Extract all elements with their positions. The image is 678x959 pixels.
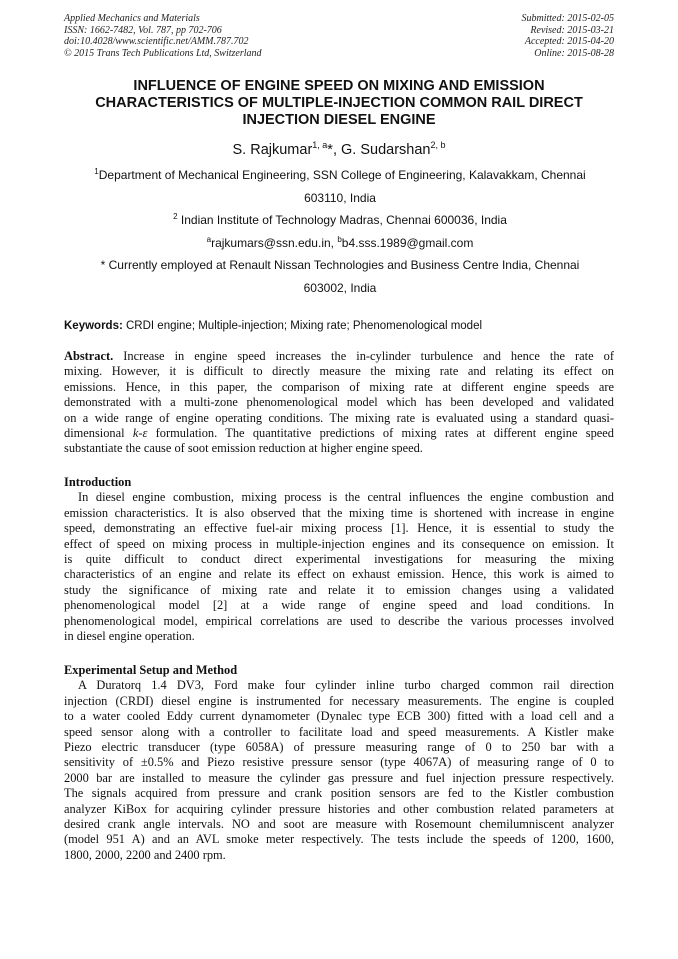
keywords-label: Keywords: [64, 320, 123, 332]
employment-note-line-2: 603002, India [303, 280, 377, 295]
paragraph-line: speed sensor along with a controller to facilitate load and speed measurements. A Kistler make [64, 724, 614, 739]
paragraph-line: is quite difficult to conduct direct experimental investigations for measuring the mixing [64, 551, 614, 566]
author-name: G. Sudarshan [341, 142, 431, 158]
paragraph-line: desired crank angle intervals. NO and soot are measure with Rosemount chemilumniscent analyzer [64, 816, 614, 831]
dates-header [522, 13, 615, 59]
title-line: CHARACTERISTICS OF MULTIPLE-INJECTION COMMON RAIL DIRECT [95, 95, 583, 111]
k-epsilon-term: k-ε [132, 425, 148, 440]
abstract-line [64, 349, 614, 364]
paragraph-line: in diesel engine operation. [64, 628, 195, 643]
author-superscript: 1, a [312, 140, 328, 151]
journal-copyright: © 2015 Trans Tech Publications Ltd, Switzerland [64, 47, 262, 59]
abstract-text: dimensional [64, 425, 133, 440]
section-heading-experimental: Experimental Setup and Method [64, 663, 238, 677]
paragraph-line: A Duratorq 1.4 DV3, Ford make four cylinder inline turbo charged common rail direction [78, 678, 614, 693]
paragraph-line: phenomenological model [2] at a wide range of engine speed and load conditions. In [64, 598, 614, 613]
email-a[interactable]: rajkumars@ssn.edu.in, [211, 235, 338, 250]
paragraph-line: In diesel engine combustion, mixing process is the central influences the engine combustion and [78, 490, 614, 505]
journal-issn: ISSN: 1662-7482, Vol. 787, pp 702-706 [64, 24, 222, 36]
paper-title [40, 78, 638, 129]
journal-doi[interactable]: doi:10.4028/www.scientific.net/AMM.787.702 [64, 36, 249, 47]
paragraph-line: sensitivity of ±0.5% and Piezo resistive pressure sensor (type 4067A) of measuring range of 0 to [64, 755, 614, 770]
introduction-section [64, 475, 614, 644]
paragraph-line: injection (CRDI) diesel engine is instrumented for necessary measurements. The engine is coupled [64, 693, 614, 708]
journal-header [64, 13, 262, 59]
paragraph-line: effect of speed on mixing process in multiple-injection engines and its consequence on emission. It [64, 536, 614, 551]
keywords [64, 319, 614, 333]
abstract-text: Increase in engine speed increases the in-cylinder turbulence and hence the rate of [113, 349, 614, 363]
abstract-line: demonstrated with a multi-zone phenomenological model which has been developed and validated [64, 395, 614, 410]
email-b[interactable]: b4.sss.1989@gmail.com [341, 235, 474, 250]
author-superscript: 2, b [430, 140, 446, 151]
section-heading-introduction: Introduction [64, 475, 132, 489]
paragraph-line: emission characteristics. It is also observed that the mixing time is shortened with increase in engine [64, 505, 614, 520]
paragraph-line: to a water cooled Eddy current dynamometer (Dynalec type ECB 300) fitted with a load cell and a [64, 709, 614, 724]
journal-name: Applied Mechanics and Materials [64, 13, 200, 24]
paragraph-line: The signals acquired from pressure and crank position sensors are fed to the Kistler combustion [64, 786, 614, 801]
email-superscript: a [206, 234, 212, 244]
author-name: S. Rajkumar [232, 142, 313, 158]
paragraph-line: analyzer KiBox for acquiring cylinder pressure histories and other combustion related parameters at [64, 801, 614, 816]
paragraph-line: study the significance of mixing rate and relate it to emission changes using a validated [64, 582, 614, 597]
affiliation-text: Indian Institute of Technology Madras, Chennai 600036, India [177, 213, 507, 227]
abstract-line: emissions. Hence, in this paper, the comparison of mixing rate at different engine speeds are [64, 379, 614, 394]
date-submitted: Submitted: 2015-02-05 [521, 13, 614, 24]
date-revised: Revised: 2015-03-21 [530, 24, 614, 36]
abstract-line: substantiate the cause of soot emission reduction at higher engine speed. [64, 441, 423, 456]
affiliation-2 [70, 209, 610, 232]
author-list [40, 140, 638, 160]
paragraph-line: speed, demonstrating an effective fuel-air mixing process [1]. Hence, it is essential to study the [64, 521, 614, 536]
paragraph-line: characteristics of an engine and relate its effect on exhaust emission. Hence, this work is aimed to [64, 567, 614, 582]
paragraph-line: 2000 bar are installed to measure the cylinder gas pressure and fuel injection pressure respectively. [64, 770, 614, 785]
paragraph-line: Piezo electric transducer (type 6058A) of pressure measuring range of 0 to 250 bar with a [64, 739, 614, 754]
affiliation-superscript: 2 [173, 212, 178, 221]
affiliation-text: Department of Mechanical Engineering, SSN College of Engineering, Kalavakkam, Chennai [98, 168, 586, 182]
paragraph-line: (model 951 A) and an AVL smoke meter respectively. The tests include the speeds of 1200, 1600, [64, 832, 614, 847]
experimental-section [64, 663, 614, 863]
paragraph-line: 1800, 2000, 2200 and 2400 rpm. [64, 847, 226, 862]
abstract-text: formulation. The quantitative predictions of mixing rates at different engine speed [147, 425, 614, 440]
date-online: Online: 2015-08-28 [534, 47, 614, 59]
abstract-line: mixing. However, it is difficult to directly measure the mixing rate and relating its effect on [64, 364, 614, 379]
date-accepted: Accepted: 2015-04-20 [524, 36, 614, 47]
email-superscript: b [337, 234, 342, 244]
affiliation-superscript: 1 [94, 167, 99, 176]
paragraph-line: phenomenological model, empirical correlations are used to describe the various processes involved [64, 613, 614, 628]
affiliation-1-line-1 [70, 164, 610, 187]
abstract [64, 349, 614, 457]
abstract-line [64, 426, 614, 441]
abstract-line: on a wide range of engine operating conditions. The mixing rate is evaluated using a standard quasi- [64, 410, 614, 425]
affiliations [70, 164, 610, 299]
title-line: INFLUENCE OF ENGINE SPEED ON MIXING AND EMISSION [133, 78, 545, 94]
keywords-text: CRDI engine; Multiple-injection; Mixing rate; Phenomenological model [122, 320, 483, 332]
affiliation-1-line-2: 603110, India [304, 190, 376, 205]
corresponding-mark: *, [327, 142, 341, 158]
title-line: INJECTION DIESEL ENGINE [242, 112, 436, 128]
email-line [70, 232, 610, 255]
abstract-label: Abstract. [64, 349, 114, 363]
employment-note-line-1: * Currently employed at Renault Nissan Technologies and Business Centre India, Chennai [100, 258, 580, 272]
